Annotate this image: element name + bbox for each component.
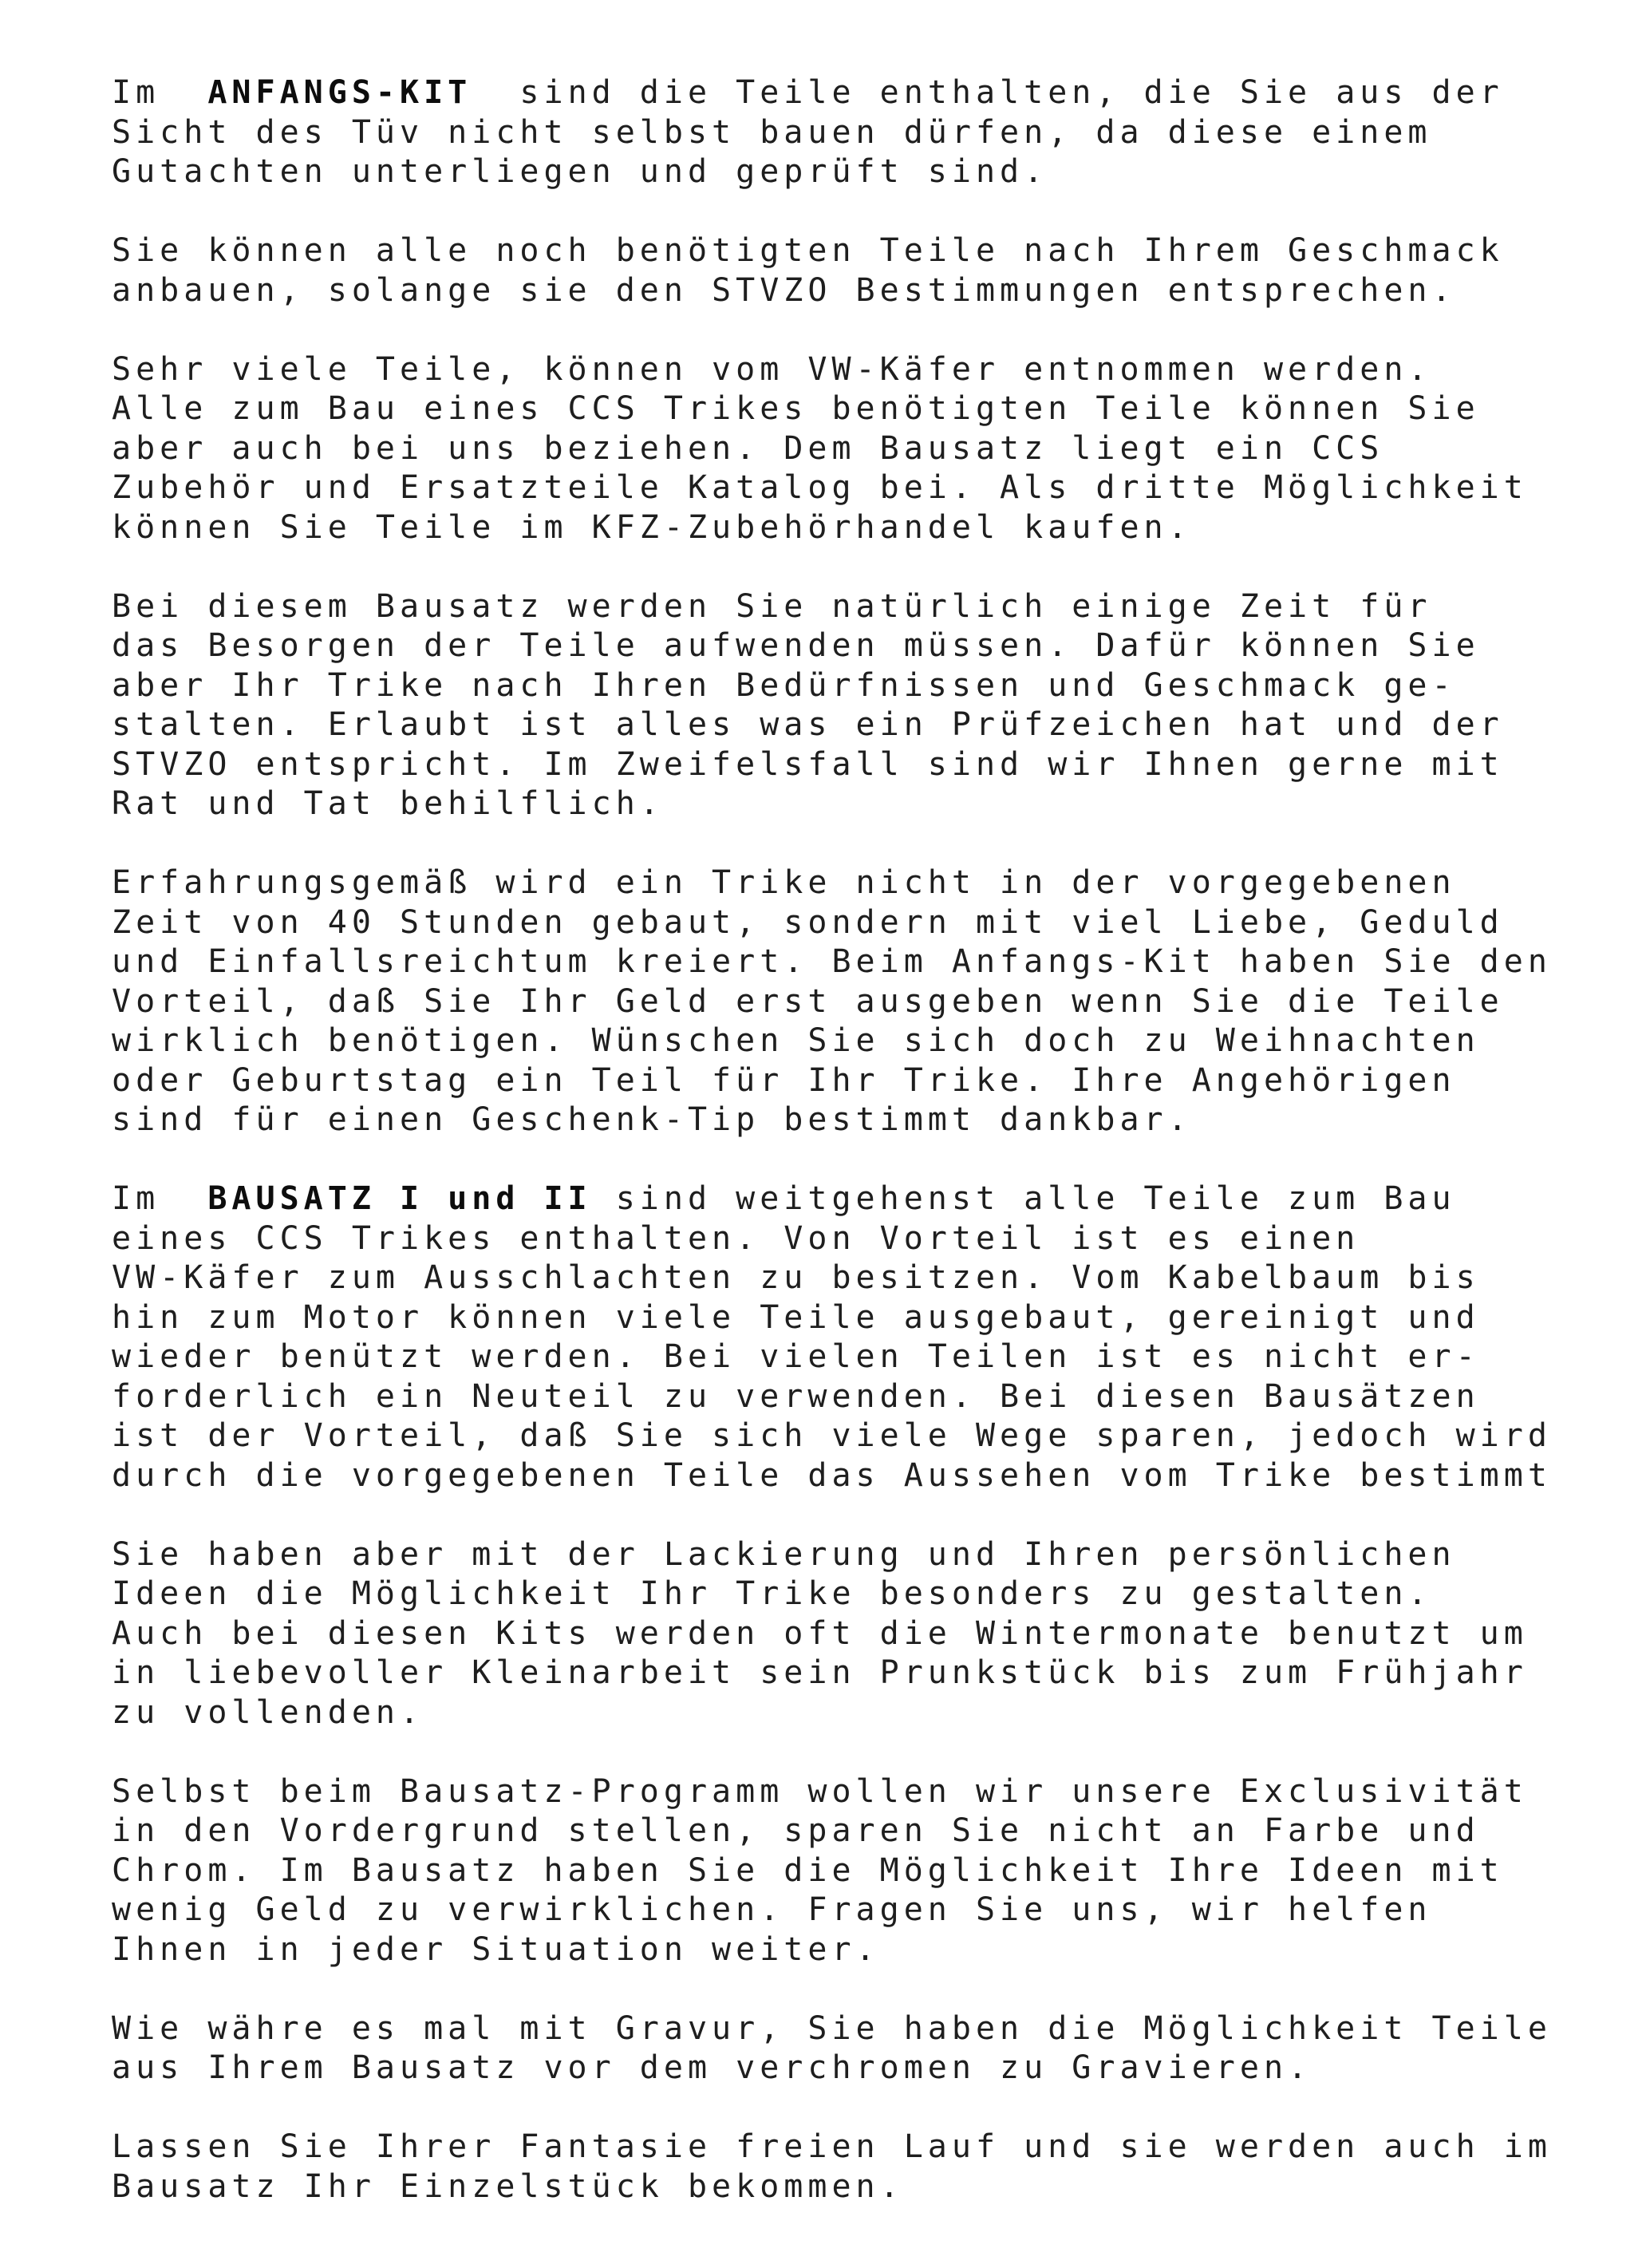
- paragraph: [112, 2128, 1552, 2207]
- text-segment: Sie können alle noch benötigten Teile nach Ihrem Geschmack: [112, 232, 1504, 269]
- text-segment: Ideen die Möglichkeit Ihr Trike besonders zu gestalten.: [112, 1575, 1432, 1612]
- text-line: [112, 1337, 1548, 1377]
- text-segment: Selbst beim Bausatz-Programm wollen wir unsere Exclusivität: [112, 1772, 1528, 1810]
- text-segment: Wie währe es mal mit Gravur, Sie haben die Möglichkeit Teile: [112, 2009, 1552, 2047]
- text-segment: Ihnen in jeder Situation weiter.: [112, 1930, 880, 1968]
- text-line: [112, 73, 1548, 113]
- text-line: [112, 1654, 1548, 1693]
- text-line: [112, 508, 1548, 548]
- text-segment: Zeit von 40 Stunden gebaut, sondern mit viel Liebe, Geduld: [112, 903, 1504, 941]
- text-segment: aber auch bei uns beziehen. Dem Bausatz liegt ein CCS: [112, 429, 1384, 467]
- text-segment: Bausatz Ihr Einzelstück bekommen.: [112, 2167, 904, 2205]
- text-segment: in liebevoller Kleinarbeit sein Prunkstück bis zum Frühjahr: [112, 1654, 1528, 1691]
- text-line: [112, 784, 1548, 824]
- text-line: [112, 1417, 1552, 1456]
- paragraph: [112, 587, 1548, 824]
- text-line: [112, 231, 1548, 271]
- text-line: [112, 1812, 1548, 1851]
- text-line: [112, 587, 1548, 627]
- text-line: [112, 1575, 1548, 1614]
- text-line: [112, 705, 1548, 745]
- text-line: [112, 271, 1548, 311]
- text-line: [112, 666, 1548, 706]
- text-segment: Bei diesem Bausatz werden Sie natürlich einige Zeit für: [112, 587, 1432, 625]
- text-line: [112, 1061, 1548, 1101]
- paragraph: [112, 73, 1548, 192]
- text-line: [112, 2167, 1548, 2207]
- text-segment: durch die vorgegebenen Teile das Aussehen vom Trike bestimmt: [112, 1456, 1552, 1494]
- text-line: [112, 389, 1548, 429]
- text-line: [112, 1100, 1548, 1140]
- text-segment: STVZO entspricht. Im Zweifelsfall sind wir Ihnen gerne mit: [112, 745, 1504, 783]
- text-line: [112, 863, 1548, 903]
- paragraph: [112, 231, 1548, 310]
- text-segment: stalten. Erlaubt ist alles was ein Prüfzeichen hat und der: [112, 706, 1504, 743]
- text-segment: sind die Teile enthalten, die Sie aus der: [472, 74, 1504, 111]
- text-line: [112, 1851, 1548, 1891]
- text-segment: Chrom. Im Bausatz haben Sie die Möglichkeit Ihre Ideen mit: [112, 1851, 1504, 1889]
- paragraph: [112, 2009, 1552, 2088]
- text-segment: in den Vordergrund stellen, sparen Sie nicht an Farbe und: [112, 1812, 1480, 1849]
- text-line: [112, 1021, 1548, 1061]
- text-line: [112, 1456, 1552, 1496]
- text-line: [112, 745, 1548, 785]
- text-segment: Sehr viele Teile, können vom VW-Käfer entnommen werden.: [112, 350, 1432, 388]
- text-segment: Im: [112, 1180, 208, 1217]
- text-segment: wenig Geld zu verwirklichen. Fragen Sie uns, wir helfen: [112, 1891, 1432, 1928]
- text-segment: wieder benützt werden. Bei vielen Teilen ist es nicht er-: [112, 1338, 1480, 1375]
- paragraph: [112, 1535, 1548, 1733]
- text-line: [112, 982, 1548, 1022]
- text-segment: forderlich ein Neuteil zu verwenden. Bei diesen Bausätzen: [112, 1377, 1480, 1415]
- text-line: [112, 1258, 1548, 1298]
- text-line: [112, 1219, 1548, 1259]
- text-line: [112, 1930, 1548, 1970]
- paragraph: [112, 863, 1552, 1140]
- text-segment: wirklich benötigen. Wünschen Sie sich doch zu Weihnachten: [112, 1022, 1480, 1059]
- text-segment: Auch bei diesen Kits werden oft die Wintermonate benutzt um: [112, 1614, 1528, 1652]
- text-segment: anbauen, solange sie den STVZO Bestimmungen entsprechen.: [112, 271, 1456, 309]
- text-segment: Sie haben aber mit der Lackierung und Ihren persönlichen: [112, 1535, 1456, 1573]
- document-body: [112, 73, 1552, 2246]
- text-segment: oder Geburtstag ein Teil für Ihr Trike. Ihre Angehörigen: [112, 1061, 1456, 1099]
- text-segment: eines CCS Trikes enthalten. Von Vorteil ist es einen: [112, 1219, 1360, 1257]
- text-line: [112, 2009, 1552, 2049]
- emphasized-term: ANFANGS-KIT: [207, 74, 472, 111]
- text-segment: zu vollenden.: [112, 1693, 424, 1731]
- text-line: [112, 942, 1552, 982]
- text-line: [112, 468, 1548, 508]
- text-segment: Gutachten unterliegen und geprüft sind.: [112, 153, 1048, 190]
- text-segment: hin zum Motor können viele Teile ausgebaut, gereinigt und: [112, 1298, 1480, 1336]
- text-line: [112, 113, 1548, 153]
- text-line: [112, 2049, 1548, 2088]
- text-line: [112, 152, 1548, 192]
- text-segment: Rat und Tat behilflich.: [112, 785, 664, 822]
- text-line: [112, 1179, 1548, 1219]
- text-segment: sind weitgehenst alle Teile zum Bau: [591, 1180, 1456, 1217]
- paragraph: [112, 1772, 1548, 1970]
- text-line: [112, 350, 1548, 390]
- emphasized-term: BAUSATZ I und II: [207, 1180, 592, 1217]
- text-line: [112, 1693, 1548, 1733]
- text-segment: VW-Käfer zum Ausschlachten zu besitzen. Vom Kabelbaum bis: [112, 1259, 1480, 1296]
- text-line: [112, 1614, 1548, 1654]
- text-segment: Vorteil, daß Sie Ihr Geld erst ausgeben wenn Sie die Teile: [112, 982, 1504, 1020]
- text-segment: aber Ihr Trike nach Ihren Bedürfnissen und Geschmack ge-: [112, 666, 1456, 704]
- text-line: [112, 626, 1548, 666]
- text-segment: ist der Vorteil, daß Sie sich viele Wege sparen, jedoch wird: [112, 1417, 1552, 1454]
- text-segment: können Sie Teile im KFZ-Zubehörhandel kaufen.: [112, 508, 1192, 546]
- paragraph: [112, 350, 1548, 548]
- text-segment: Alle zum Bau eines CCS Trikes benötigten Teile können Sie: [112, 390, 1480, 427]
- text-line: [112, 1377, 1548, 1417]
- text-segment: aus Ihrem Bausatz vor dem verchromen zu Gravieren.: [112, 2049, 1312, 2086]
- text-line: [112, 1772, 1548, 1812]
- text-segment: Lassen Sie Ihrer Fantasie freien Lauf und sie werden auch im: [112, 2128, 1552, 2165]
- text-line: [112, 1298, 1548, 1338]
- text-line: [112, 1891, 1548, 1930]
- text-segment: Im: [112, 74, 208, 111]
- paragraph: [112, 1179, 1552, 1496]
- text-line: [112, 903, 1548, 943]
- text-segment: das Besorgen der Teile aufwenden müssen. Dafür können Sie: [112, 627, 1480, 664]
- text-segment: sind für einen Geschenk-Tip bestimmt dankbar.: [112, 1101, 1192, 1138]
- text-segment: Sicht des Tüv nicht selbst bauen dürfen, da diese einem: [112, 113, 1432, 151]
- text-line: [112, 1535, 1548, 1575]
- text-segment: und Einfallsreichtum kreiert. Beim Anfangs-Kit haben Sie den: [112, 943, 1552, 980]
- text-line: [112, 2128, 1552, 2167]
- text-segment: Zubehör und Ersatzteile Katalog bei. Als dritte Möglichkeit: [112, 469, 1528, 506]
- text-line: [112, 429, 1548, 469]
- text-segment: Erfahrungsgemäß wird ein Trike nicht in der vorgegebenen: [112, 864, 1456, 901]
